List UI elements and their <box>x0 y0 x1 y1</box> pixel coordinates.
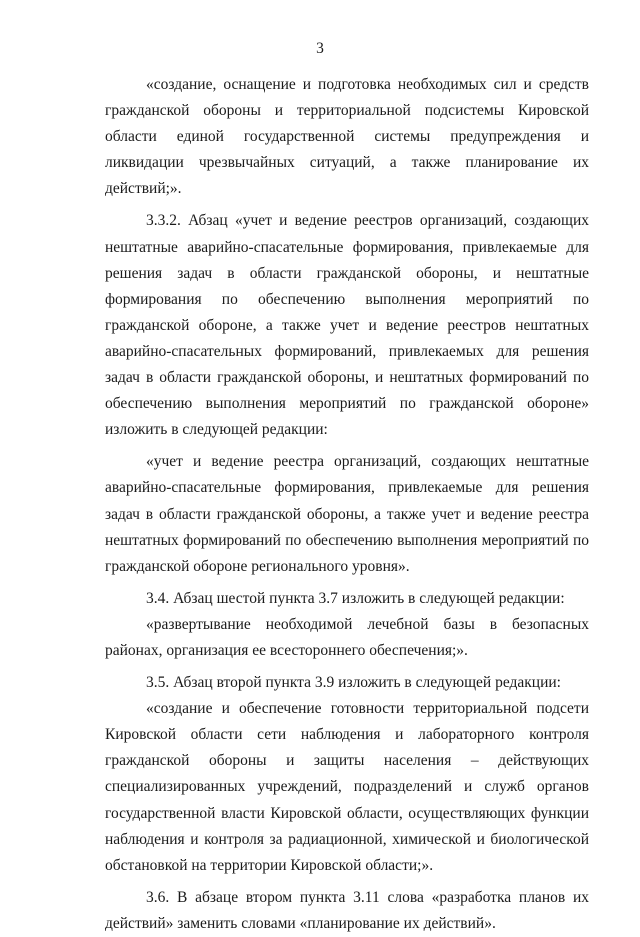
paragraph-quote-medical: «развертывание необходимой лечебной базы в безопасных районах, организация ее всестороннего обеспечения;». <box>105 615 589 659</box>
paragraph-3-3-2: 3.3.2. Абзац «учет и ведение реестров организаций, создающих нештатные аварийно-спасательные формирования, привлекаемые для решения задач в области гражданской обороны, и нештатные формирования по обеспечению выполнения мероприятий по гражданской обороне, а также учет и ведение реестров нештатных аварийно-спасательных формирований, привлекаемых для решения задач в области гражданской обороны, и нештатных формирований по обеспечению выполнения мероприятий по гражданской обороне» изложить в следующей редакции: <box>105 212 589 439</box>
paragraph-3-6: 3.6. В абзаце втором пункта 3.11 слова «разработка планов их действий» заменить словами «планирование их действий». <box>105 888 589 932</box>
paragraph-3-5: 3.5. Абзац второй пункта 3.9 изложить в следующей редакции: <box>146 674 561 692</box>
paragraph-quote-monitoring: «создание и обеспечение готовности территориальной подсети Кировской области сети наблюдения и лабораторного контроля гражданской обороны и защиты населения – действующих специализированных учреждений, подразделений и служб органов государственной власти Кировской области, осуществляющих функции наблюдения и контроля за радиационной, химической и биологической обстановкой на территории Кировской области;». <box>105 700 589 874</box>
paragraph-quote-registry: «учет и ведение реестра организаций, создающих нештатные аварийно-спасательные формирования, привлекаемые для решения задач в области гражданской обороны, а также учет и ведение реестра нештатных формирований по обеспечению выполнения мероприятий по гражданской обороне регионального уровня». <box>105 453 589 575</box>
document-body <box>105 72 589 937</box>
paragraph-3-4: 3.4. Абзац шестой пункта 3.7 изложить в следующей редакции: <box>146 589 565 607</box>
paragraph-quote-forces: «создание, оснащение и подготовка необходимых сил и средств гражданской обороны и территориальной подсистемы Кировской области единой государственной системы предупреждения и ликвидации чрезвычайных ситуаций, а также планирование их действий;». <box>105 76 589 198</box>
page-number: 3 <box>316 40 324 57</box>
